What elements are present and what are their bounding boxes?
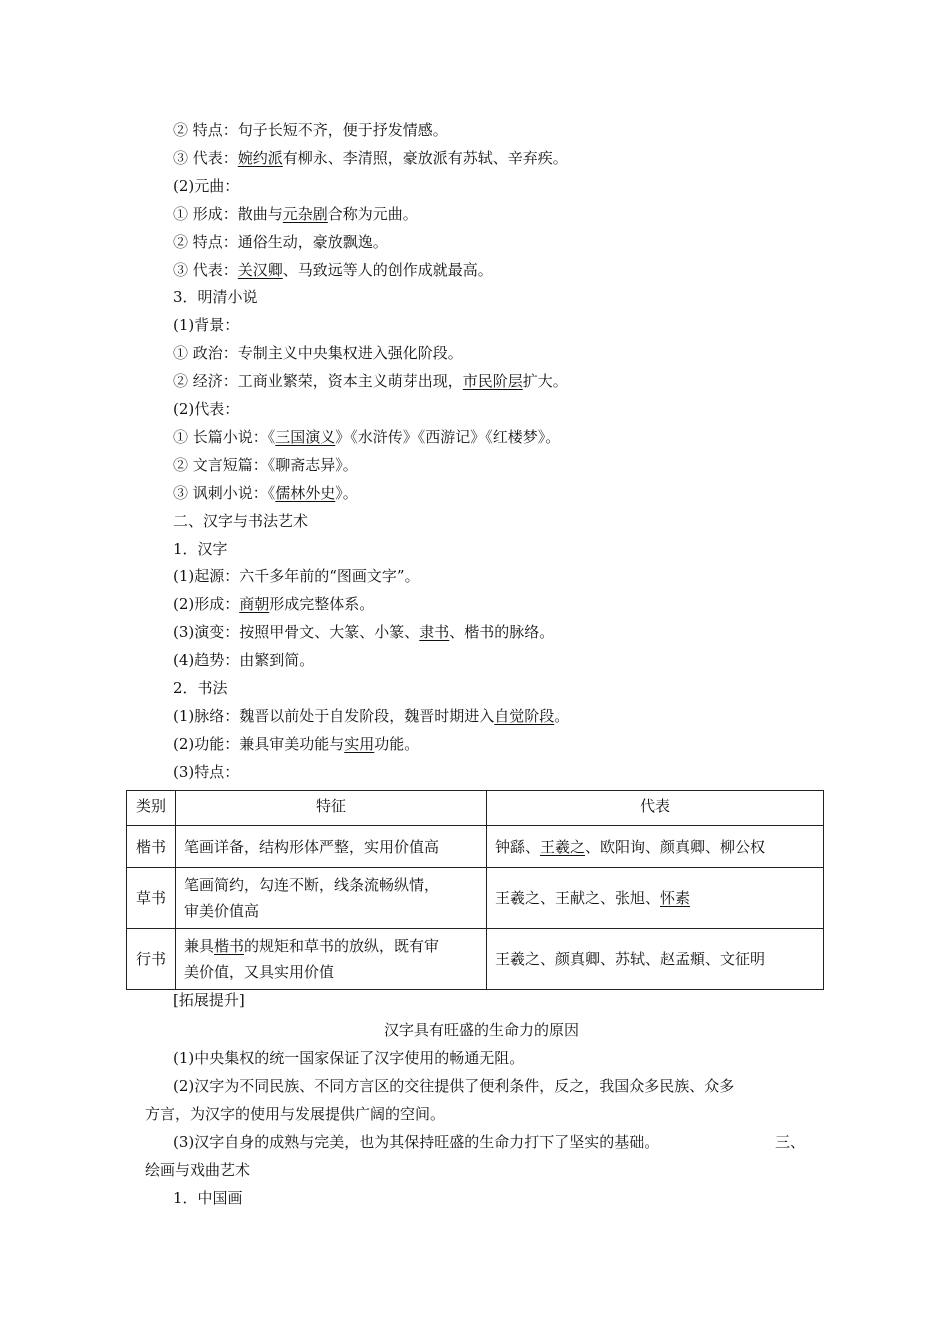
- underlined-answer: 怀素: [660, 889, 691, 907]
- underlined-answer: 关汉卿: [237, 260, 283, 279]
- text-segment: 审美价值高: [184, 902, 260, 920]
- underlined-answer: 儒林外史: [275, 483, 336, 502]
- text-line: [173, 622, 554, 642]
- text-segment: ② 特点：通俗生动，豪放飘逸。: [173, 232, 388, 251]
- text-line: [173, 204, 418, 224]
- underlined-answer: 商朝: [239, 595, 270, 614]
- feature-line: [184, 834, 478, 860]
- text-line: [173, 734, 419, 754]
- text-line: [173, 678, 228, 698]
- text-segment: 3．明清小说: [173, 288, 258, 307]
- section-three-title: 绘画与戏曲艺术: [145, 1161, 251, 1179]
- text-segment: ② 经济：工商业繁荣，资本主义萌芽出现，: [173, 372, 463, 391]
- underlined-answer: 元杂剧: [282, 204, 328, 223]
- text-segment: 笔画详备，结构形体严整，实用价值高: [184, 837, 440, 856]
- feature-line: [184, 872, 478, 898]
- text-segment: 、欧阳询、颜真卿、柳公权: [585, 837, 766, 856]
- header-category: 类别: [127, 791, 176, 826]
- text-line: [173, 650, 314, 670]
- table-row: [127, 826, 824, 868]
- underlined-answer: 自觉阶段: [494, 706, 555, 725]
- text-segment: ③ 讽刺小说：《: [173, 483, 276, 502]
- row-category: 楷书: [127, 826, 176, 868]
- text-segment: 2．书法: [173, 679, 228, 697]
- text-segment: 王羲之、颜真卿、苏轼、赵孟頫、文征明: [495, 950, 766, 968]
- row-category: 行书: [127, 929, 176, 990]
- feature-line: [184, 898, 478, 924]
- text-segment: (2)功能：兼具审美功能与: [173, 734, 345, 753]
- text-line: [173, 287, 258, 307]
- header-feature: 特征: [176, 791, 487, 826]
- text-line: [173, 483, 358, 503]
- text-segment: (3)演变：按照甲骨文、大篆、小篆、: [173, 623, 420, 642]
- text-segment: ② 文言短篇：《聊斋志异》。: [173, 455, 358, 474]
- extension-label: [拓展提升]: [173, 991, 245, 1009]
- row-category: 草书: [127, 868, 176, 929]
- table-header-row: [127, 791, 824, 826]
- text-line: [173, 539, 228, 559]
- text-segment: (2)形成：: [173, 595, 240, 614]
- text-line: [173, 260, 493, 280]
- text-segment: 、楷书的脉络。: [449, 623, 555, 642]
- text-segment: 有柳永、李清照，豪放派有苏轼、辛弃疾。: [282, 148, 568, 167]
- text-segment: 1．汉字: [173, 539, 228, 558]
- text-segment: 王羲之、王献之、张旭、: [495, 889, 661, 907]
- row-feature: [176, 868, 487, 929]
- chinese-painting-heading: 1．中国画: [173, 1189, 243, 1207]
- extension-point-2a: (2)汉字为不同民族、不同方言区的交往提供了便利条件，反之，我国众多民族、众多: [173, 1077, 735, 1095]
- feature-line: [184, 959, 478, 985]
- text-segment: (2)元曲：: [173, 176, 240, 195]
- text-line: [173, 176, 239, 196]
- text-segment: (1)起源：六千多年前的“图画文字”。: [173, 567, 420, 586]
- extension-point-3a: (3)汉字自身的成熟与完美，也为其保持旺盛的生命力打下了坚实的基础。: [173, 1133, 660, 1151]
- extension-title: 汉字具有旺盛的生命力的原因: [384, 1021, 580, 1039]
- text-line: [173, 120, 448, 140]
- text-segment: 二、汉字与书法艺术: [173, 511, 309, 530]
- text-segment: 的规矩和草书的放纵，既有审: [244, 937, 440, 955]
- text-segment: ① 政治：专制主义中央集权进入强化阶段。: [173, 344, 463, 363]
- text-segment: 》《水浒传》《西游记》《红楼梦》。: [335, 427, 561, 446]
- text-line: [173, 427, 560, 447]
- row-representative: [487, 929, 824, 990]
- text-line: [173, 399, 239, 419]
- text-segment: ③ 代表：: [173, 148, 238, 167]
- header-representative: 代表: [487, 791, 824, 826]
- underlined-answer: 市民阶层: [462, 372, 523, 391]
- table-row: [127, 868, 824, 929]
- underlined-answer: 王羲之: [540, 837, 586, 856]
- text-segment: 、马致远等人的创作成就最高。: [282, 260, 493, 279]
- feature-line: [184, 933, 478, 959]
- text-segment: 功能。: [374, 734, 420, 753]
- text-segment: 》。: [335, 483, 358, 502]
- row-feature: [176, 929, 487, 990]
- row-representative: [487, 868, 824, 929]
- text-line: [173, 566, 420, 586]
- text-line: [173, 343, 463, 363]
- text-segment: 美价值，又具实用价值: [184, 963, 335, 981]
- text-line: [173, 594, 374, 614]
- extension-point-2b: 方言，为汉字的使用与发展提供广阔的空间。: [145, 1105, 446, 1123]
- calligraphy-table: [126, 790, 824, 990]
- text-segment: (2)代表：: [173, 400, 240, 418]
- extension-point-1: (1)中央集权的统一国家保证了汉字使用的畅通无阻。: [173, 1049, 525, 1067]
- text-line: [173, 762, 239, 782]
- text-line: [173, 511, 308, 531]
- text-segment: (4)趋势：由繁到简。: [173, 651, 315, 670]
- text-segment: ① 长篇小说：《: [173, 427, 276, 446]
- row-feature: [176, 826, 487, 868]
- text-line: [173, 148, 568, 168]
- text-segment: 。: [554, 706, 570, 725]
- underlined-answer: 实用: [344, 734, 375, 753]
- underlined-answer: 婉约派: [237, 148, 283, 167]
- text-line: [173, 371, 568, 391]
- section-three-prefix: 三、: [775, 1133, 806, 1151]
- text-segment: 笔画简约，勾连不断，线条流畅纵情，: [184, 876, 440, 894]
- text-segment: ② 特点：句子长短不齐，便于抒发情感。: [173, 121, 448, 139]
- underlined-answer: 楷书: [214, 937, 245, 955]
- text-segment: 合称为元曲。: [327, 204, 418, 223]
- text-segment: (1)背景：: [173, 316, 240, 335]
- underlined-answer: 三国演义: [275, 427, 336, 446]
- text-line: [173, 706, 569, 726]
- text-segment: (1)脉络：魏晋以前处于自发阶段，魏晋时期进入: [173, 706, 495, 725]
- row-representative: [487, 826, 824, 868]
- text-line: [173, 315, 239, 335]
- table-row: [127, 929, 824, 990]
- text-segment: ③ 代表：: [173, 260, 238, 279]
- text-segment: ① 形成：散曲与: [173, 204, 283, 223]
- text-segment: 钟繇、: [495, 837, 541, 856]
- text-segment: 形成完整体系。: [269, 595, 375, 614]
- text-segment: 兼具: [184, 937, 215, 955]
- text-line: [173, 455, 358, 475]
- text-line: [173, 232, 388, 252]
- text-segment: 扩大。: [522, 372, 568, 391]
- underlined-answer: 隶书: [419, 623, 450, 642]
- text-segment: (3)特点：: [173, 762, 240, 781]
